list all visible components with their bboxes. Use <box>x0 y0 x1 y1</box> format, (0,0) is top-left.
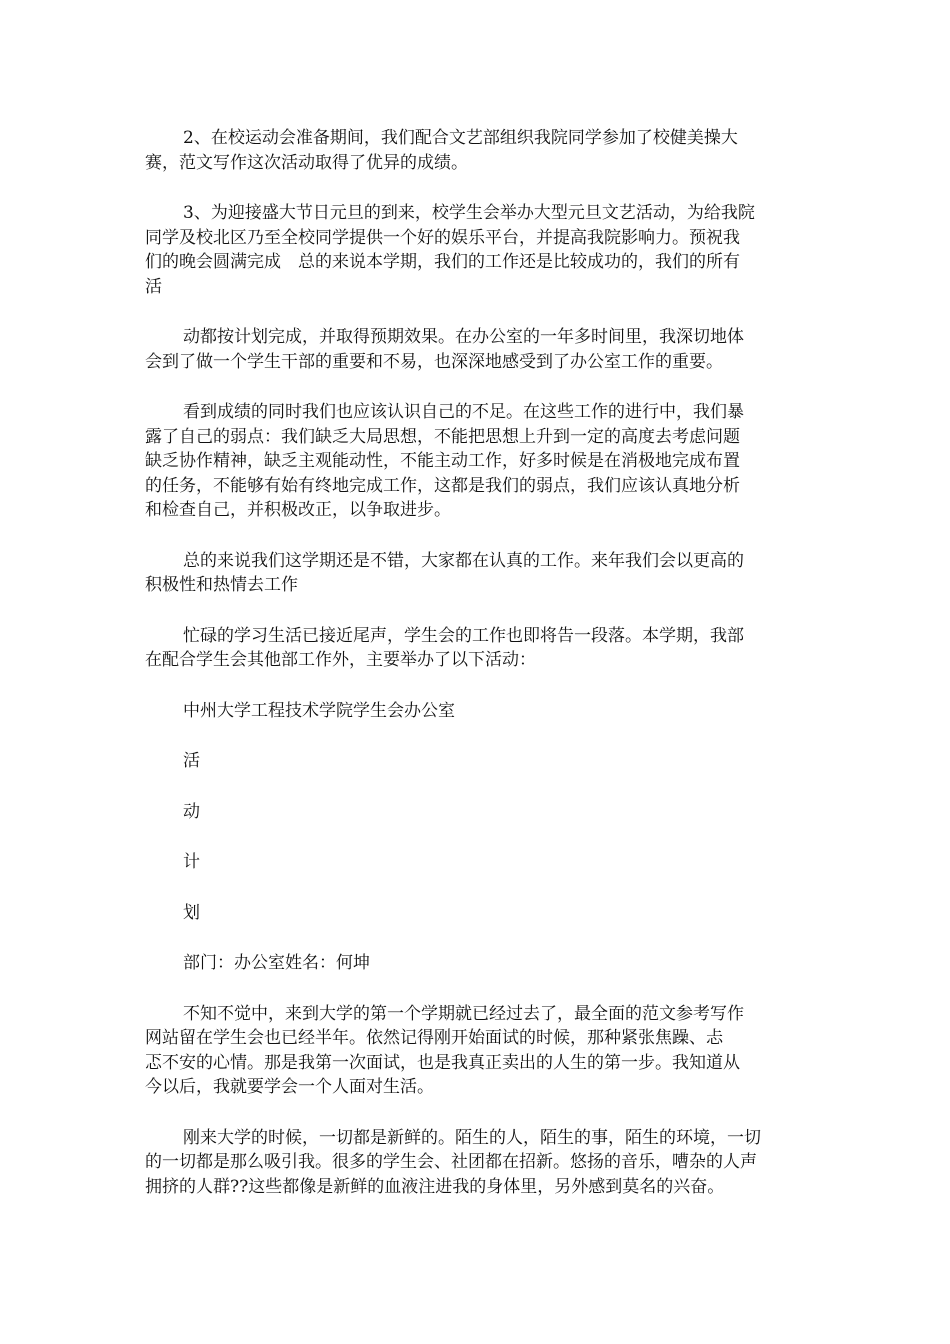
office-title: 中州大学工程技术学院学生会办公室 <box>183 700 455 721</box>
heading-char-3: 计 <box>183 852 200 872</box>
paragraph-semester-end: 忙碌的学习生活已接近尾声，学生会的工作也即将告一段落。本学期，我部 在配合学生会其他部工作外，主要举办了以下活动： <box>145 625 744 670</box>
department-name-line: 部门：办公室姓名：何坤 <box>183 953 370 973</box>
heading-char-1: 活 <box>183 751 200 771</box>
paragraph-plan-completed: 动都按计划完成，并取得预期效果。在办公室的一年多时间里，我深切地体 会到了做一个学生干部的重要和不易，也深深地感受到了办公室工作的重要。 <box>145 327 744 372</box>
heading-char-2: 动 <box>183 801 200 822</box>
heading-char-4: 划 <box>183 902 200 923</box>
paragraph-shortcomings: 看到成绩的同时我们也应该认识自己的不足。在这些工作的进行中，我们暴 露了自己的弱点：我们缺乏大局思想，不能把思想上升到一定的高度去考虑问题 缺乏协作精神，缺乏主观能动性，不能主动工作，好多时候是在消极地完成布置 的任务，不能够有始有终地完成工作，这都是我们的弱点，我们应该认真地分析 和检查自己，并积极改正，以争取进步。 <box>145 402 744 520</box>
paragraph-new-year-event: 3、为迎接盛大节日元旦的到来，校学生会举办大型元旦文艺活动，为给我院 同学及校北区乃至全校同学提供一个好的娱乐平台，并提高我院影响力。预祝我 们的晚会圆满完成 总的来说本学期，我们的工作还是比较成功的，我们的所有 活 <box>145 203 755 297</box>
paragraph-arrival: 刚来大学的时候，一切都是新鲜的。陌生的人，陌生的事，陌生的环境，一切 的一切都是那么吸引我。很多的学生会、社团都在招新。悠扬的音乐，嘈杂的人声 拥挤的人群??这些都像是新鲜的血液注进我的身体里，另外感到莫名的兴奋。 <box>145 1127 761 1197</box>
paragraph-first-semester: 不知不觉中，来到大学的第一个学期就已经过去了，最全面的范文参考写作 网站留在学生会也已经半年。依然记得刚开始面试的时候，那种紧张焦躁、忐 忑不安的心情。那是我第一次面试，也是我真正卖出的人生的第一步。我知道从 今以后，我就要学会一个人面对生活。 <box>145 1003 744 1097</box>
paragraph-summary: 总的来说我们这学期还是不错，大家都在认真的工作。来年我们会以更高的 积极性和热情去工作 <box>145 550 744 595</box>
document-body <box>145 126 810 1199</box>
paragraph-sports-meet: 2、在校运动会准备期间，我们配合文艺部组织我院同学参加了校健美操大 赛，范文写作这次活动取得了优异的成绩。 <box>145 128 738 173</box>
